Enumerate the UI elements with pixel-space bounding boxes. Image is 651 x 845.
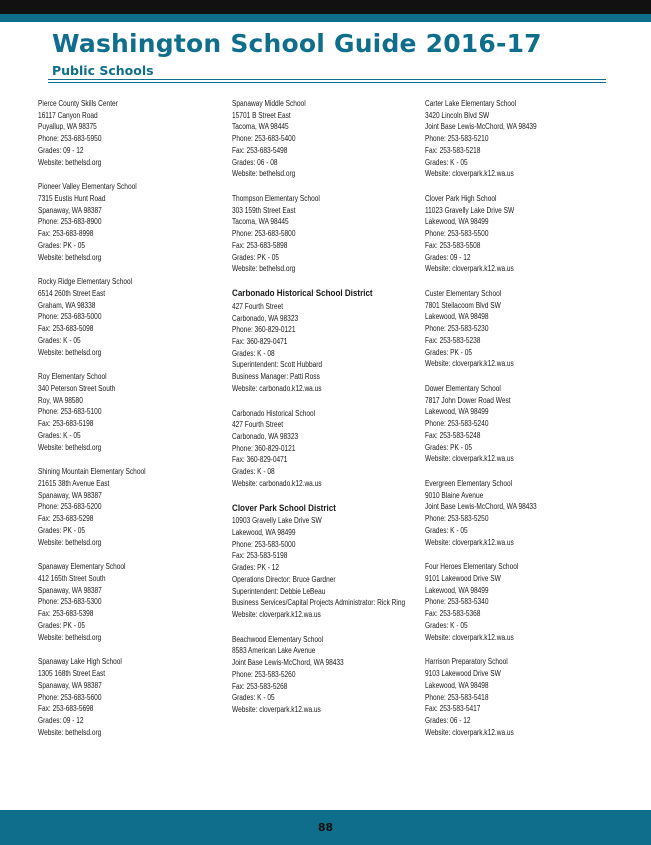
listing-line: Fax: 253-683-5098: [38, 324, 94, 334]
listing-line: Carbonado, WA 98323: [232, 313, 299, 323]
listing-line: Fax: 253-683-5498: [232, 145, 288, 155]
listing-line: Phone: 253-583-5340: [425, 597, 489, 607]
school-name: Dower Elementary School: [425, 384, 501, 394]
listing-line: 7315 Eustis Hunt Road: [38, 194, 106, 204]
listing-line: Fax: 360-829-0471: [232, 455, 288, 465]
listing-line: Grades: PK - 05: [425, 442, 473, 452]
listing-line: 7801 Steilacoom Blvd SW: [425, 300, 501, 310]
listing-line: Grades: K - 05: [232, 693, 275, 703]
listing-line: Business Manager: Patti Ross: [232, 372, 320, 382]
listing-line: 16117 Canyon Road: [38, 110, 98, 120]
listing-line: Superintendent: Scott Hubbard: [232, 360, 323, 370]
school-entry: [38, 656, 228, 738]
school-name: Harrison Preparatory School: [425, 657, 508, 667]
listing-line: Grades: K - 05: [425, 157, 468, 167]
listing-line: Fax: 253-583-5238: [425, 335, 481, 345]
listing-line: Tacoma, WA 98445: [232, 217, 289, 227]
listing-line: Fax: 253-583-5368: [425, 609, 481, 619]
listing-line: Grades: 06 - 12: [425, 715, 471, 725]
listing-line: Spanaway, WA 98387: [38, 490, 102, 500]
school-entry: [38, 276, 228, 358]
listing-line: Grades: PK - 05: [38, 240, 86, 250]
listing-line: Roy, WA 98580: [38, 395, 83, 405]
page-title: Washington School Guide 2016-17: [52, 29, 542, 58]
listing-line: Superintendent: Debbie LeBeau: [232, 586, 326, 596]
listing-line: Phone: 253-683-5950: [38, 134, 102, 144]
listing-line: Fax: 253-583-5417: [425, 704, 481, 714]
school-entry: [425, 561, 615, 643]
listing-line: Website: bethelsd.org: [38, 537, 102, 547]
school-entry: [38, 181, 228, 263]
district-heading: Carbonado Historical School District: [232, 288, 373, 300]
listing-line: Phone: 253-683-5800: [232, 229, 296, 239]
listing-line: Fax: 253-583-5218: [425, 145, 481, 155]
listing-column-1: [38, 98, 228, 751]
school-entry: [425, 478, 615, 548]
listing-line: Phone: 360-829-0121: [232, 325, 296, 335]
listing-line: Fax: 360-829-0471: [232, 336, 288, 346]
school-entry: [232, 408, 422, 490]
listing-line: Phone: 253-583-5210: [425, 134, 489, 144]
listing-line: Website: cloverpark.k12.wa.us: [425, 632, 514, 642]
listing-line: Website: cloverpark.k12.wa.us: [425, 537, 514, 547]
listing-line: Grades: K - 08: [232, 348, 275, 358]
listing-line: Website: cloverpark.k12.wa.us: [232, 609, 321, 619]
district-heading: Clover Park School District: [232, 502, 336, 514]
listing-line: Joint Base Lewis-McChord, WA 98439: [425, 122, 537, 132]
listing-line: Phone: 253-683-5600: [38, 692, 102, 702]
listing-line: Website: carbonado.k12.wa.us: [232, 478, 322, 488]
listing-line: Website: bethelsd.org: [38, 632, 102, 642]
listing-line: Phone: 253-683-5100: [38, 407, 102, 417]
listing-line: Website: cloverpark.k12.wa.us: [425, 169, 514, 179]
listing-line: Phone: 253-683-5400: [232, 134, 296, 144]
listing-line: Fax: 253-683-5898: [232, 240, 288, 250]
listing-line: Phone: 253-683-5300: [38, 597, 102, 607]
listing-line: Joint Base Lewis-McChord, WA 98433: [425, 502, 537, 512]
school-entry: [232, 193, 422, 275]
school-name: Clover Park High School: [425, 194, 497, 204]
school-name: Thompson Elementary School: [232, 194, 320, 204]
school-entry: [425, 656, 615, 738]
listing-line: Phone: 253-583-5260: [232, 669, 296, 679]
listing-line: 21615 38th Avenue East: [38, 479, 110, 489]
listing-line: Website: bethelsd.org: [232, 264, 296, 274]
listing-line: 340 Peterson Street South: [38, 384, 116, 394]
listing-line: 303 159th Street East: [232, 205, 296, 215]
school-name: Spanaway Middle School: [232, 99, 306, 108]
listing-line: Website: carbonado.k12.wa.us: [232, 383, 322, 393]
listing-line: Grades: K - 05: [425, 620, 468, 630]
school-entry: [38, 561, 228, 643]
listing-line: Graham, WA 98338: [38, 300, 96, 310]
listing-line: Grades: PK - 05: [425, 347, 473, 357]
district-entry: [232, 503, 422, 621]
listing-line: 427 Fourth Street: [232, 420, 284, 430]
listing-line: Grades: K - 08: [232, 467, 275, 477]
listing-line: Website: cloverpark.k12.wa.us: [425, 359, 514, 369]
listing-line: Website: bethelsd.org: [38, 157, 102, 167]
school-name: Pierce County Skills Center: [38, 99, 118, 108]
listing-line: Joint Base Lewis-McChord, WA 98433: [232, 658, 344, 668]
listing-line: Tacoma, WA 98445: [232, 122, 289, 132]
listing-line: Lakewood, WA 98499: [232, 528, 296, 538]
listing-line: 15701 B Street East: [232, 110, 291, 120]
listing-line: Grades: K - 05: [425, 525, 468, 535]
header-rule-bottom: [48, 82, 606, 83]
listing-line: Fax: 253-683-5298: [38, 514, 94, 524]
listing-line: 8583 American Lake Avenue: [232, 646, 316, 656]
listing-line: 11023 Gravelly Lake Drive SW: [425, 205, 515, 215]
listing-line: Phone: 360-829-0121: [232, 443, 296, 453]
listing-line: Lakewood, WA 98499: [425, 407, 489, 417]
listing-line: Spanaway, WA 98387: [38, 205, 102, 215]
listing-line: Phone: 253-683-5200: [38, 502, 102, 512]
listing-line: Phone: 253-583-5230: [425, 324, 489, 334]
listing-line: Phone: 253-583-5500: [425, 229, 489, 239]
school-name: Roy Elementary School: [38, 372, 107, 382]
listing-line: Spanaway, WA 98387: [38, 680, 102, 690]
listing-line: Business Services/Capital Projects Administrator: Rick Ring: [232, 598, 406, 608]
school-entry: [232, 634, 422, 716]
listing-line: 412 165th Street South: [38, 574, 106, 584]
listing-line: Website: cloverpark.k12.wa.us: [232, 705, 321, 714]
school-entry: [425, 288, 615, 370]
listing-line: Website: cloverpark.k12.wa.us: [425, 727, 514, 737]
school-name: Shining Mountain Elementary School: [38, 467, 146, 477]
header-rule-top: [48, 79, 606, 80]
listing-column-3: [425, 98, 615, 751]
listing-line: Website: cloverpark.k12.wa.us: [425, 264, 514, 274]
listing-line: Grades: 09 - 12: [425, 252, 471, 262]
school-name: Spanaway Lake High School: [38, 657, 122, 667]
listing-line: Grades: 09 - 12: [38, 715, 84, 725]
listing-line: Grades: PK - 12: [232, 563, 280, 573]
listing-line: Grades: 09 - 12: [38, 145, 84, 155]
listing-line: Carbonado, WA 98323: [232, 431, 299, 441]
school-name: Custer Elementary School: [425, 289, 502, 299]
listing-line: Grades: PK - 05: [38, 620, 86, 630]
listing-line: Lakewood, WA 98499: [425, 217, 489, 227]
listing-line: 10903 Gravelly Lake Drive SW: [232, 516, 322, 526]
listing-line: Fax: 253-583-5248: [425, 430, 481, 440]
listing-line: 9103 Lakewood Drive SW: [425, 669, 501, 679]
listing-line: Website: bethelsd.org: [38, 252, 102, 262]
school-entry: [38, 466, 228, 548]
listing-line: Spanaway, WA 98387: [38, 585, 102, 595]
district-entry: [232, 288, 422, 394]
school-name: Beachwood Elementary School: [232, 634, 324, 644]
listing-line: 3420 Lincoln Blvd SW: [425, 110, 490, 120]
school-entry: [425, 193, 615, 275]
listing-line: Phone: 253-683-5000: [38, 312, 102, 322]
school-entry: [425, 383, 615, 465]
school-name: Carter Lake Elementary School: [425, 99, 517, 108]
listing-line: Phone: 253-583-5240: [425, 419, 489, 429]
listing-line: Puyallup, WA 98375: [38, 122, 97, 132]
listing-line: Website: bethelsd.org: [38, 347, 102, 357]
school-name: Rocky Ridge Elementary School: [38, 277, 133, 287]
school-entry: [38, 98, 228, 168]
listing-line: Grades: PK - 05: [38, 525, 86, 535]
listing-line: Fax: 253-583-5508: [425, 240, 481, 250]
listing-line: Phone: 253-583-5250: [425, 514, 489, 524]
listing-line: Fax: 253-683-5398: [38, 609, 94, 619]
listing-line: Grades: 06 - 08: [232, 157, 278, 167]
listing-line: Operations Director: Bruce Gardner: [232, 574, 336, 584]
listing-line: Fax: 253-583-5198: [232, 551, 288, 561]
school-name: Pioneer Valley Elementary School: [38, 182, 137, 192]
listing-line: Website: bethelsd.org: [38, 727, 102, 737]
listing-line: 9010 Blaine Avenue: [425, 490, 484, 500]
listing-line: Lakewood, WA 98499: [425, 585, 489, 595]
section-subtitle: Public Schools: [52, 63, 154, 78]
listing-line: Phone: 253-583-5000: [232, 539, 296, 549]
listing-line: Grades: PK - 05: [232, 252, 280, 262]
listing-line: Website: cloverpark.k12.wa.us: [425, 454, 514, 464]
top-teal-bar: [0, 14, 651, 22]
listing-line: 6514 260th Street East: [38, 289, 106, 299]
school-name: Four Heroes Elementary School: [425, 562, 519, 572]
school-entry: [38, 371, 228, 453]
listing-line: Grades: K - 05: [38, 335, 81, 345]
school-entry: [425, 98, 615, 180]
listing-column-2: [232, 98, 422, 729]
school-name: Spanaway Elementary School: [38, 562, 126, 572]
page-number: 88: [317, 821, 334, 834]
listing-line: 9101 Lakewood Drive SW: [425, 574, 501, 584]
school-name: Evergreen Elementary School: [425, 479, 513, 489]
listing-line: Website: bethelsd.org: [38, 442, 102, 452]
listing-line: 7817 John Dower Road West: [425, 395, 511, 405]
listing-line: Fax: 253-583-5268: [232, 681, 288, 691]
listing-line: 1305 168th Street East: [38, 669, 106, 679]
listing-line: Fax: 253-683-8998: [38, 229, 94, 239]
school-entry: [232, 98, 422, 180]
listing-line: Phone: 253-683-8900: [38, 217, 102, 227]
listing-line: Fax: 253-683-5698: [38, 704, 94, 714]
listing-line: Grades: K - 05: [38, 430, 81, 440]
listing-line: Lakewood, WA 98498: [425, 312, 489, 322]
listing-line: Lakewood, WA 98498: [425, 680, 489, 690]
listing-line: Fax: 253-683-5198: [38, 419, 94, 429]
school-name: Carbonado Historical School: [232, 408, 316, 418]
top-black-bar: [0, 0, 651, 14]
listing-line: 427 Fourth Street: [232, 301, 284, 311]
listing-line: Phone: 253-583-5418: [425, 692, 489, 702]
listing-line: Website: bethelsd.org: [232, 169, 296, 179]
